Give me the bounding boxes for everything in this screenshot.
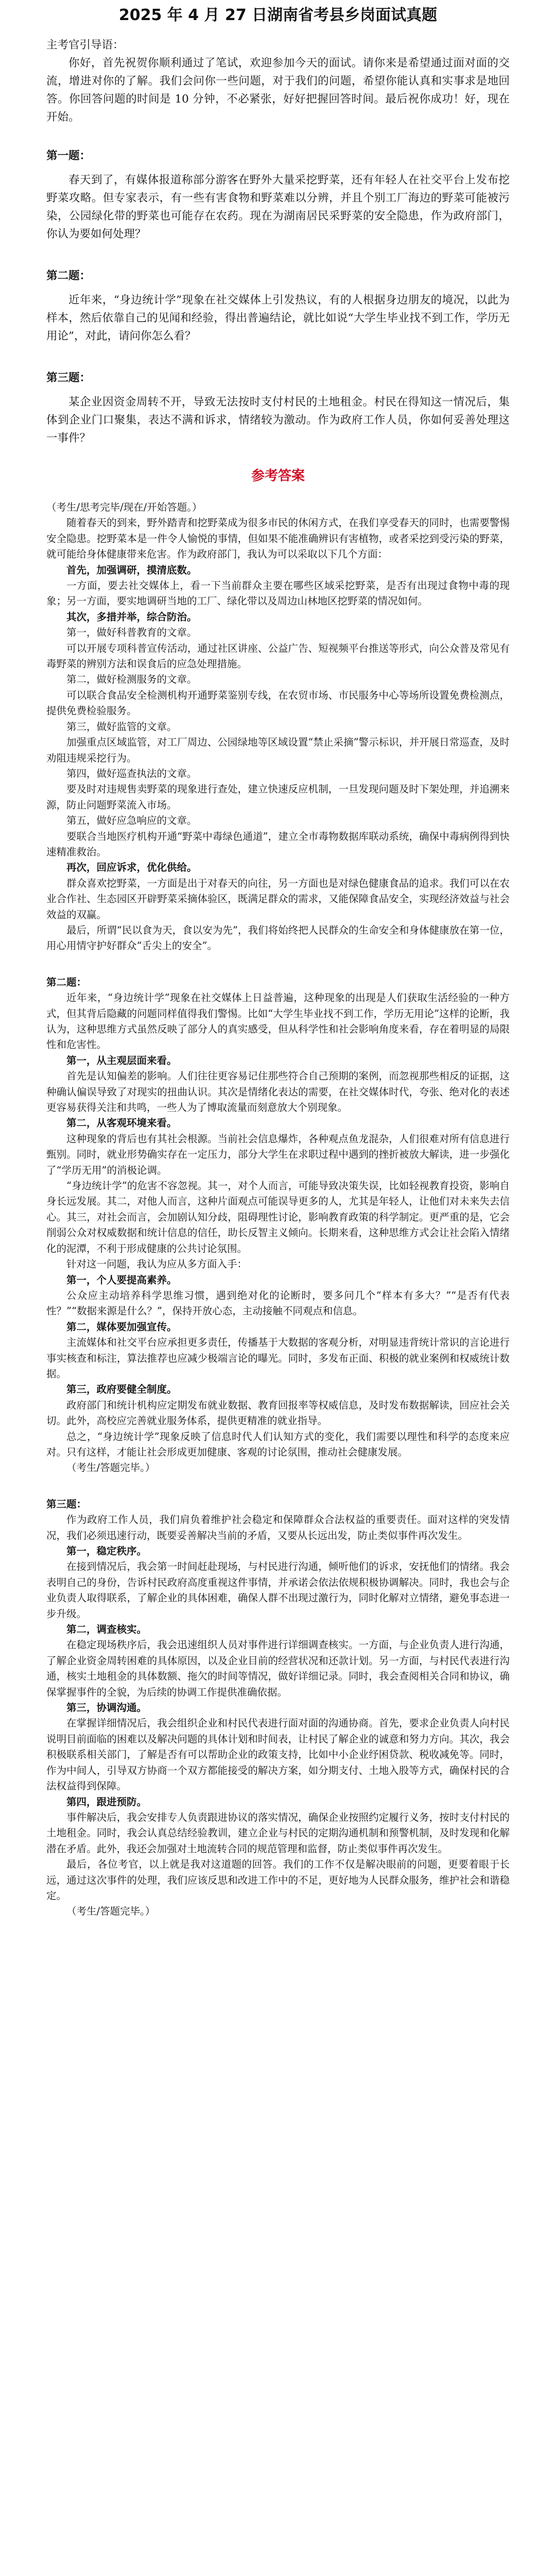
answer-paragraph: “身边统计学”的危害不容忽视。其一，对个人而言，可能导致决策失误，比如轻视教育投资，影响自身长远发展。其二，对他人而言，这种片面观点可能误导更多的人，尤其是年轻人，让他们对未来失去信心。其三，对社会而言，会加剧认知分歧，阻碍理性讨论，影响教育政策的科学制定。更严重的是，它会削弱公众对权威数据和统计信息的信任，助长反智主义倾向。长期来看，这种思维方式会让社会陷入情绪化的泥潭，不利于形成健康的公共讨论氛围。 (46, 1180, 510, 1255)
answer-subheading: 第二，媒体要加强宣传。 (66, 1320, 177, 1333)
question-heading: 第三题： (46, 371, 91, 384)
answer-paragraph: 加强重点区域监管，对工厂周边、公园绿地等区域设置“禁止采摘”警示标识，并开展日常巡查，及时劝阻违规采挖行为。 (46, 736, 510, 764)
answer-paragraph: （考生/思考完毕/现在/开始答题。） (46, 501, 202, 513)
answer-2 (46, 975, 510, 1476)
answer-1 (46, 500, 510, 954)
answer-paragraph: 要及时对违规售卖野菜的现象进行查处，建立快速反应机制，一旦发现问题及时下架处理，并追溯来源，防止问题野菜流入市场。 (46, 783, 510, 811)
answer-3 (46, 1497, 510, 1920)
page-title: 2025 年 4 月 27 日湖南省考县乡岗面试真题 (118, 6, 438, 24)
question-text: 春天到了，有媒体报道称部分游客在野外大量采挖野菜，还有年轻人在社交平台上发布挖野菜攻略。但专家表示，有一些有害食物和野菜难以分辨，并且个别工厂海边的野菜可能被污染，公园绿化带的野菜也可能存在农药。现在为湖南居民采野菜的安全隐患，作为政府部门，你认为要如何处理？ (46, 174, 510, 241)
answer-paragraph: 要联合当地医疗机构开通“野菜中毒绿色通道”，建立全市毒物数据库联动系统，确保中毒病例得到快速精准救治。 (46, 830, 510, 858)
answer-paragraph: 主流媒体和社交平台应承担更多责任，传播基于大数据的客观分析，对明显违背统计常识的言论进行事实核查和标注，算法推荐也应减少极端言论的曝光。同时，多发布正面、积极的就业案例和权威统计数据。 (46, 1336, 510, 1380)
question-2 (46, 267, 510, 345)
intro (46, 36, 510, 126)
answer-paragraph: 第三，做好监管的文章。 (66, 720, 177, 733)
answer-paragraph: 随着春天的到来，野外踏青和挖野菜成为很多市民的休闲方式，在我们享受春天的同时，也需要警惕安全隐患。挖野菜本是一件令人愉悦的事情，但如果不能准确辨识有害植物，或者采挖到受污染的野菜，就可能给身体健康带来危害。作为政府部门，我认为可以采取以下几个方面： (46, 517, 510, 561)
answer-heading: 第二题： (46, 976, 87, 988)
answer-paragraph: 在稳定现场秩序后，我会迅速组织人员对事件进行详细调查核实。一方面，与企业负责人进行沟通，了解企业资金周转困难的具体原因，以及企业目前的经营状况和还款计划。另一方面，与村民代表进行沟通，核实土地租金的具体数额、拖欠的时间等情况，做好详细记录。同时，我会查阅相关合同和协议，确保掌握事件的全貌，为后续的协调工作提供准确依据。 (46, 1639, 510, 1698)
answer-heading: 第三题： (46, 1498, 87, 1510)
answer-subheading: 其次，多措并举，综合防治。 (66, 611, 197, 623)
answer-subheading: 第二，从客观环境来看。 (66, 1117, 177, 1129)
question-text: 某企业因资金周转不开，导致无法按时支付村民的土地租金。村民在得知这一情况后，集体到企业门口聚集，表达不满和诉求，情绪较为激动。作为政府工作人员，你如何妥善处理这一事件？ (46, 396, 510, 445)
intro-text: 你好，首先祝贺你顺利通过了笔试，欢迎参加今天的面试。请你来是希望通过面对面的交流，增进对你的了解。我们会问你一些问题，对于我们的问题，希望你能认真和实事求是地回答。你回答问题的时间是 10 分钟，不必紧张，好好把握回答时间。最后祝你成功！好，现在开始。 (46, 57, 510, 124)
answer-subheading: 第二，调查核实。 (66, 1623, 147, 1636)
answer-paragraph: 可以联合食品安全检测机构开通野菜鉴别专线，在农贸市场、市民服务中心等场所设置免费检测点，提供免费检验服务。 (46, 689, 510, 717)
answer-paragraph: 群众喜欢挖野菜，一方面是出于对春天的向往，另一方面也是对绿色健康食品的追求。我们可以在农业合作社、生态园区开辟野菜采摘体验区，既满足群众的需求，又能保障食品安全，实现经济效益与社会效益的双赢。 (46, 877, 510, 921)
answer-subheading: 首先，加强调研，摸清底数。 (66, 564, 197, 576)
answer-paragraph: 最后，所谓“民以食为天，食以安为先”，我们将始终把人民群众的生命安全和身体健康放在第一位，用心用情守护好群众“舌尖上的安全”。 (46, 924, 510, 952)
answer-paragraph: 在掌握详细情况后，我会组织企业和村民代表进行面对面的沟通协商。首先，要求企业负责人向村民说明目前面临的困难以及解决问题的具体计划和时间表，让村民了解企业的诚意和努力方向。其次，我会积极联系相关部门，了解是否有可以帮助企业的政策支持，比如中小企业纾困贷款、税收减免等。同时，作为中间人，引导双方协商一个双方都能接受的解决方案，如分期支付、土地入股等方式，确保村民的合法权益得到保障。 (46, 1717, 510, 1792)
question-3 (46, 369, 510, 447)
question-text: 近年来，“身边统计学”现象在社交媒体上引发热议，有的人根据身边朋友的境况，以此为样本，然后依靠自己的见闻和经验，得出普遍结论，就比如说“大学生毕业找不到工作，学历无用论”，对此，请问你怎么看？ (46, 294, 510, 343)
answer-subheading: 第三，协调沟通。 (66, 1702, 147, 1714)
answer-subheading: 第四，跟进预防。 (66, 1795, 147, 1808)
answer-paragraph: 最后，各位考官，以上就是我对这道题的回答。我们的工作不仅是解决眼前的问题，更要着眼于长远，通过这次事件的处理，我们应该反思和改进工作中的不足，更好地为人民群众服务，维护社会和谐稳定。 (46, 1858, 510, 1902)
answer-paragraph: 作为政府工作人员，我们肩负着维护社会稳定和保障群众合法权益的重要责任。面对这样的突发情况，我们必须迅速行动，既要妥善解决当前的矛盾，又要从长远出发，防止类似事件再次发生。 (46, 1514, 510, 1541)
answer-paragraph: （考生/答题完毕。） (66, 1462, 155, 1474)
answer-section-title: 参考答案 (251, 468, 305, 484)
answer-paragraph: 总之，“身边统计学”现象反映了信息时代人们认知方式的变化，我们需要以理性和科学的态度来应对。只有这样，才能让社会形成更加健康、客观的讨论氛围，推动社会健康发展。 (46, 1430, 510, 1458)
answer-paragraph: 可以开展专项科普宣传活动，通过社区讲座、公益广告、短视频平台推送等形式，向公众普及常见有毒野菜的辨别方法和误食后的应急处理措施。 (46, 642, 510, 670)
answer-paragraph: 首先是认知偏差的影响。人们往往更容易记住那些符合自己预期的案例，而忽视那些相反的证据，这种确认偏误导致了对现实的扭曲认识。其次是情绪化表达的需要，在社交媒体时代，夸张、绝对化的表述更容易获得关注和共鸣，一些人为了博取流量而刻意放大个别现象。 (46, 1070, 510, 1114)
answer-paragraph: 第五，做好应急响应的文章。 (66, 815, 197, 827)
answer-paragraph: 事件解决后，我会安排专人负责跟进协议的落实情况，确保企业按照约定履行义务，按时支付村民的土地租金。同时，我会认真总结经验教训，建立企业与村民的定期沟通机制和预警机制，及时发现和化解潜在矛盾。此外，我还会加强对土地流转合同的规范管理和监督，防止类似事件再次发生。 (46, 1811, 510, 1855)
answer-subheading: 第一，个人要提高素养。 (66, 1274, 177, 1286)
answer-paragraph: 针对这一问题，我认为应从多方面入手： (66, 1258, 248, 1270)
answer-subheading: 再次，回应诉求，优化供给。 (66, 861, 197, 874)
answer-paragraph: 第一，做好科普教育的文章。 (66, 626, 197, 639)
answer-paragraph: 政府部门和统计机构应定期发布就业数据、教育回报率等权威信息，及时发布数据解读，回应社会关切。此外，高校应完善就业服务体系，提供更精准的就业指导。 (46, 1399, 510, 1427)
answer-paragraph: 第二，做好检测服务的文章。 (66, 673, 197, 686)
answer-paragraph: 公众应主动培养科学思维习惯，遇到绝对化的论断时，要多问几个“样本有多大？”“是否有代表性？”“数据来源是什么？”，保持开放心态，主动接触不同观点和信息。 (46, 1289, 510, 1317)
intro-heading: 主考官引导语： (46, 39, 124, 52)
question-1 (46, 147, 510, 243)
answer-paragraph: 在接到情况后，我会第一时间赶赴现场，与村民进行沟通，倾听他们的诉求，安抚他们的情绪。我会表明自己的身份，告诉村民政府高度重视这件事情，并承诺会依法依规积极协调解决。同时，我也会与企业负责人取得联系，了解企业的具体困难，确保人群不出现过激行为，同时化解对立情绪，避免事态进一步升级。 (46, 1561, 510, 1620)
answer-subheading: 第一，稳定秩序。 (66, 1545, 147, 1557)
answer-paragraph: 一方面，要去社交媒体上，看一下当前群众主要在哪些区域采挖野菜，是否有出现过食物中毒的现象；另一方面，要实地调研当地的工厂、绿化带以及周边山林地区挖野菜的情况如何。 (46, 580, 510, 607)
answer-paragraph: （考生/答题完毕。） (66, 1905, 155, 1918)
answer-subheading: 第三，政府要健全制度。 (66, 1383, 177, 1396)
answer-subheading: 第一，从主观层面来看。 (66, 1054, 177, 1066)
question-heading: 第一题： (46, 149, 91, 162)
answer-paragraph: 第四，做好巡查执法的文章。 (66, 767, 197, 779)
answer-paragraph: 这种现象的背后也有其社会根源。当前社会信息爆炸，各种观点鱼龙混杂，人们很难对所有信息进行甄别。同时，就业形势确实存在一定压力，部分大学生在求职过程中遇到的挫折被放大解读，进一步强化了“学历无用”的消极论调。 (46, 1132, 510, 1176)
question-heading: 第二题： (46, 269, 91, 282)
answer-paragraph: 近年来，“身边统计学”现象在社交媒体上日益普遍，这种现象的出现是人们获取生活经验的一种方式，但其背后隐藏的问题同样值得我们警惕。比如“大学生毕业找不到工作，学历无用论”这样的论断，我认为，这种思维方式虽然反映了部分人的真实感受，但从科学性和社会影响角度来看，存在着明显的局限性和危害性。 (46, 992, 510, 1051)
